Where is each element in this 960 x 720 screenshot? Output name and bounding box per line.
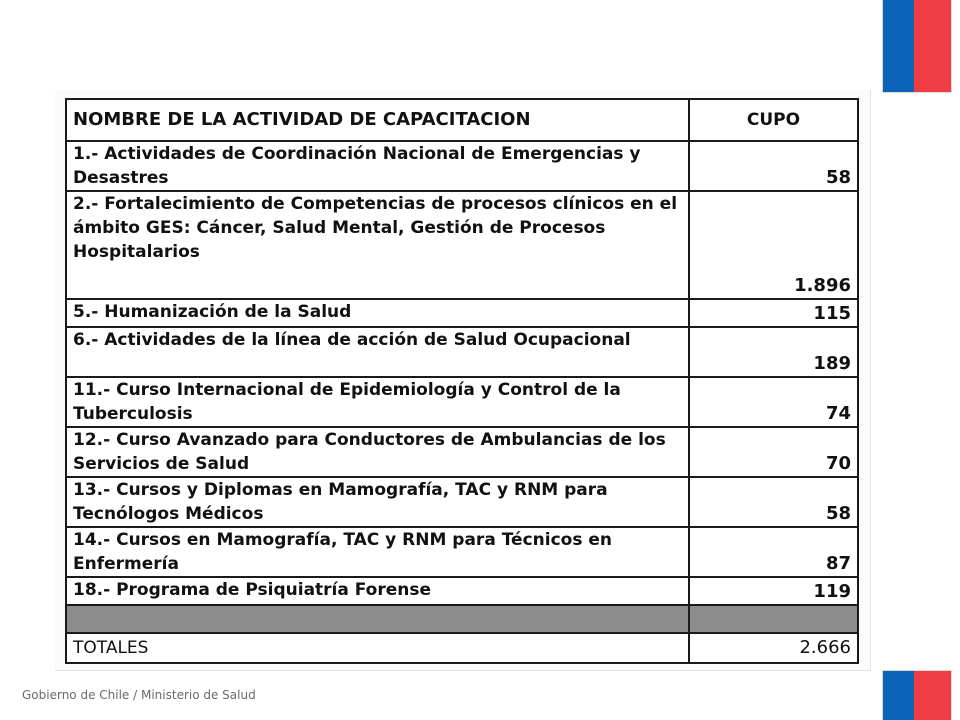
activity-name: 2.- Fortalecimiento de Competencias de procesos clínicos en el ámbito GES: Cáncer, Salud Mental, Gestión de Procesos Hospitalarios: [66, 191, 689, 299]
table-row: [66, 477, 858, 527]
activity-name: 1.- Actividades de Coordinación Nacional de Emergencias y Desastres: [66, 141, 689, 191]
activity-cupo: 74: [689, 377, 858, 427]
table-row: [66, 577, 858, 605]
grey-separator-cell: [689, 605, 858, 633]
totals-label: TOTALES: [66, 633, 689, 663]
totals-value: 2.666: [689, 633, 858, 663]
flag-blue-band: [883, 0, 914, 92]
footer-text: Gobierno de Chile / Ministerio de Salud: [22, 688, 256, 702]
totals-row: [66, 633, 858, 663]
activity-cupo: 115: [689, 299, 858, 327]
activity-name: 14.- Cursos en Mamografía, TAC y RNM para Técnicos en Enfermería: [66, 527, 689, 577]
activity-cupo: 1.896: [689, 191, 858, 299]
chile-flag-bottom: [883, 671, 951, 720]
activity-cupo: 58: [689, 141, 858, 191]
training-activities-table: [65, 98, 859, 664]
table-row: [66, 191, 858, 299]
activity-cupo: 58: [689, 477, 858, 527]
flag-red-band: [914, 0, 951, 92]
table-row: [66, 327, 858, 377]
activity-name: 12.- Curso Avanzado para Conductores de Ambulancias de los Servicios de Salud: [66, 427, 689, 477]
activity-cupo: 189: [689, 327, 858, 377]
table-header-row: [66, 99, 858, 141]
activity-name: 11.- Curso Internacional de Epidemiología y Control de la Tuberculosis: [66, 377, 689, 427]
flag-blue-band: [883, 671, 914, 720]
cupo-header: CUPO: [689, 99, 858, 141]
grey-separator-row: [66, 605, 858, 633]
activity-name: 6.- Actividades de la línea de acción de Salud Ocupacional: [66, 327, 689, 377]
activity-name: 5.- Humanización de la Salud: [66, 299, 689, 327]
chile-flag-top: [883, 0, 951, 92]
grey-separator-cell: [66, 605, 689, 633]
table-row: [66, 527, 858, 577]
activity-cupo: 70: [689, 427, 858, 477]
flag-red-band: [914, 671, 951, 720]
table-row: [66, 299, 858, 327]
table-row: [66, 141, 858, 191]
table-row: [66, 377, 858, 427]
activity-cupo: 87: [689, 527, 858, 577]
activity-name: 13.- Cursos y Diplomas en Mamografía, TAC y RNM para Tecnólogos Médicos: [66, 477, 689, 527]
activity-name: 18.- Programa de Psiquiatría Forense: [66, 577, 689, 605]
table-row: [66, 427, 858, 477]
activity-cupo: 119: [689, 577, 858, 605]
activity-name-header: NOMBRE DE LA ACTIVIDAD DE CAPACITACION: [66, 99, 689, 141]
